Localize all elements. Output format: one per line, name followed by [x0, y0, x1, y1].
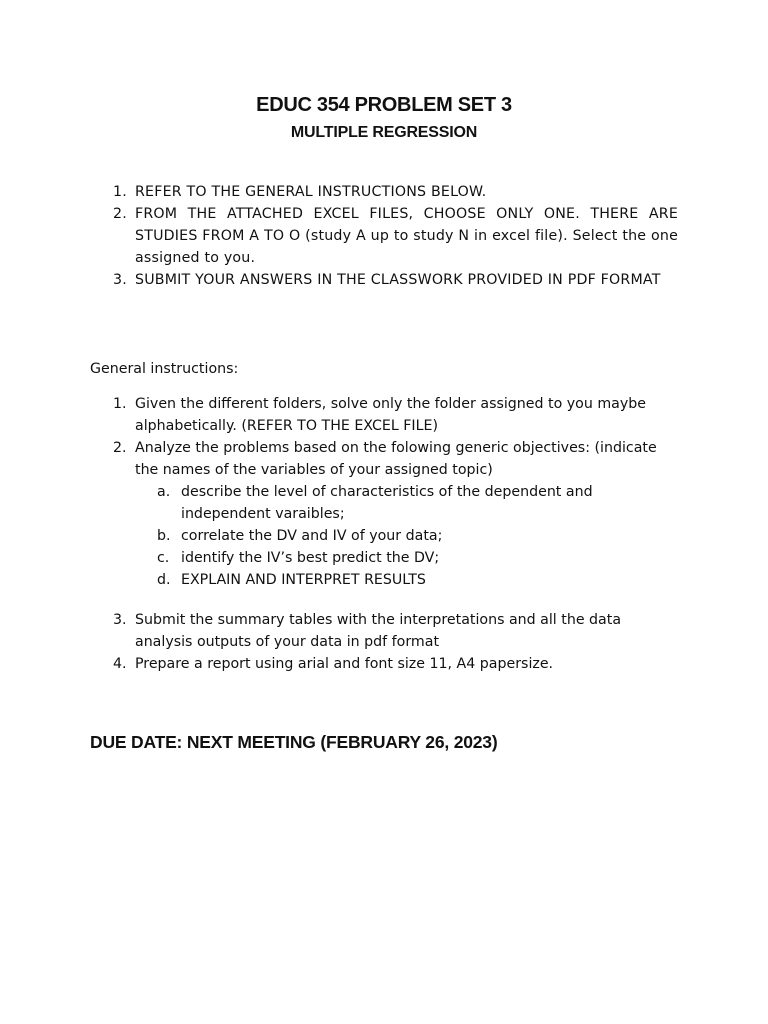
general-item-number: 1. — [113, 396, 127, 412]
general-item — [113, 653, 675, 675]
general-item-number: 2. — [113, 440, 127, 456]
general-item-text: Submit the summary tables with the interpretations and all the data analysis outputs of your data in pdf format — [135, 612, 622, 650]
objective-item — [157, 547, 675, 569]
objective-letter: a. — [157, 484, 171, 500]
instruction-text: REFER TO THE GENERAL INSTRUCTIONS BELOW. — [135, 184, 487, 200]
document-subtitle: MULTIPLE REGRESSION — [290, 124, 478, 141]
instruction-item — [113, 203, 678, 269]
general-instruction-list — [113, 393, 675, 591]
objective-item — [157, 481, 675, 525]
objective-letter: b. — [157, 528, 171, 544]
objective-letter: d. — [157, 572, 171, 588]
instruction-item — [113, 269, 678, 291]
general-item-text: Prepare a report using arial and font size 11, A4 papersize. — [135, 656, 554, 672]
general-item — [113, 437, 675, 591]
objective-text: identify the IV’s best predict the DV; — [181, 550, 440, 566]
objective-item — [157, 525, 675, 547]
instruction-number: 1. — [113, 184, 127, 200]
objective-text: correlate the DV and IV of your data; — [181, 528, 443, 544]
general-item-number: 4. — [113, 656, 127, 672]
instruction-list — [113, 181, 678, 291]
document-title: EDUC 354 PROBLEM SET 3 — [256, 94, 512, 116]
instruction-item — [113, 181, 678, 203]
due-date: DUE DATE: NEXT MEETING (FEBRUARY 26, 2023) — [90, 732, 498, 752]
general-item-number: 3. — [113, 612, 127, 628]
general-item-text: Analyze the problems based on the folowing generic objectives: (indicate the names of the variables of your assigned topic) — [135, 440, 657, 478]
general-item-text: Given the different folders, solve only the folder assigned to you maybe alphabetically. (REFER TO THE EXCEL FILE) — [135, 396, 647, 434]
instruction-number: 3. — [113, 272, 127, 288]
instruction-number: 2. — [113, 206, 127, 222]
instruction-text: SUBMIT YOUR ANSWERS IN THE CLASSWORK PROVIDED IN PDF FORMAT — [135, 272, 661, 288]
general-instructions-heading: General instructions: — [90, 361, 239, 377]
objective-list — [135, 481, 675, 591]
general-instruction-list-continued — [113, 609, 675, 675]
objective-text: describe the level of characteristics of the dependent and independent varaibles; — [181, 484, 593, 522]
objective-text: EXPLAIN AND INTERPRET RESULTS — [181, 572, 426, 588]
instruction-text: FROM THE ATTACHED EXCEL FILES, CHOOSE ONLY ONE. THERE ARE STUDIES FROM A TO O (study A up to study N in excel file). Select the one assigned to you. — [135, 206, 678, 266]
general-item — [113, 393, 675, 437]
objective-item — [157, 569, 675, 591]
general-item — [113, 609, 675, 653]
objective-letter: c. — [157, 550, 170, 566]
